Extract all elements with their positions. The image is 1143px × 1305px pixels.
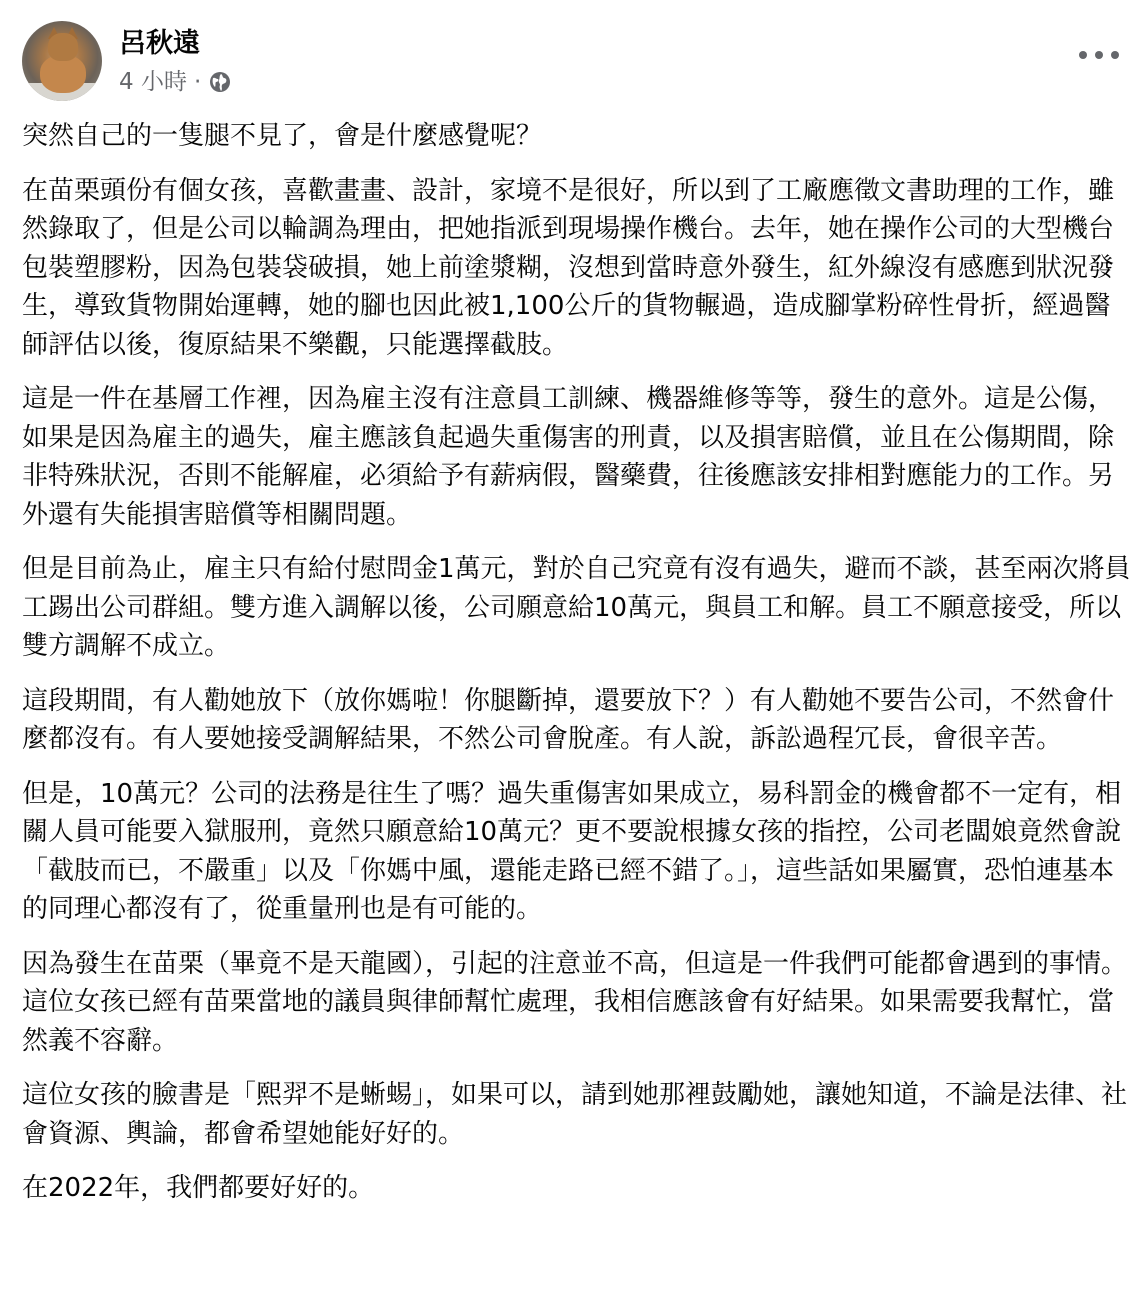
- globe-icon[interactable]: [208, 70, 232, 94]
- post-meta: [119, 24, 232, 99]
- post-header: [22, 20, 232, 102]
- post-paragraph: 但是目前為止，雇主只有給付慰問金1萬元，對於自己究竟有沒有過失，避而不談，甚至兩次將員工踢出公司群組。雙方進入調解以後，公司願意給10萬元，與員工和解。員工不願意接受，所以雙方調解不成立。: [22, 554, 1131, 661]
- post-paragraph: 這段期間，有人勸她放下（放你媽啦！你腿斷掉，還要放下？）有人勸她不要告公司，不然會什麼都沒有。有人要她接受調解結果，不然公司會脫產。有人說，訴訟過程冗長，會很辛苦。: [22, 685, 1115, 754]
- more-options-icon[interactable]: [1079, 42, 1119, 68]
- post-paragraph: 這位女孩的臉書是「熙羿不是蜥蜴」，如果可以，請到她那裡鼓勵她，讓她知道，不論是法律、社會資源、輿論，都會希望她能好好的。: [22, 1080, 1128, 1149]
- author-name[interactable]: 呂秋遠: [119, 27, 200, 59]
- post-paragraph: 這是一件在基層工作裡，因為雇主沒有注意員工訓練、機器維修等等，發生的意外。這是公傷，如果是因為雇主的過失，雇主應該負起過失重傷害的刑責，以及損害賠償，並且在公傷期間，除非特殊狀況，否則不能解雇，必須給予有薪病假，醫藥費，往後應該安排相對應能力的工作。另外還有失能損害賠償等相關問題。: [22, 384, 1115, 530]
- post-paragraph: 但是，10萬元？公司的法務是往生了嗎？過失重傷害如果成立，易科罰金的機會都不一定有，相關人員可能要入獄服刑，竟然只願意給10萬元？更不要說根據女孩的指控，公司老闆娘竟然會說「截肢而已，不嚴重」以及「你媽中風，還能走路已經不錯了。」，這些話如果屬實，恐怕連基本的同理心都沒有了，從重量刑也是有可能的。: [22, 778, 1122, 924]
- avatar[interactable]: [22, 21, 102, 101]
- post-paragraph: 突然自己的一隻腿不見了，會是什麼感覺呢？: [22, 121, 543, 151]
- post-paragraph: 在2022年，我們都要好好的。: [22, 1173, 375, 1203]
- post-content: [22, 117, 1134, 1224]
- separator-dot: ·: [193, 68, 202, 95]
- post-paragraph: 因為發生在苗栗（畢竟不是天龍國），引起的注意並不高，但這是一件我們可能都會遇到的事情。這位女孩已經有苗栗當地的議員與律師幫忙處理，我相信應該會有好結果。如果需要我幫忙，當然義不容辭。: [22, 948, 1128, 1056]
- post-paragraph: 在苗栗頭份有個女孩，喜歡畫畫、設計，家境不是很好，所以到了工廠應徵文書助理的工作，雖然錄取了，但是公司以輪調為理由，把她指派到現場操作機台。去年，她在操作公司的大型機台包裝塑膠粉，因為包裝袋破損，她上前塗漿糊，沒想到當時意外發生，紅外線沒有感應到狀況發生，導致貨物開始運轉，她的腳也因此被1,100公斤的貨物輾過，造成腳掌粉碎性骨折，經過醫師評估以後，復原結果不樂觀，只能選擇截肢。: [22, 175, 1115, 360]
- post-timestamp[interactable]: 4 小時: [119, 68, 187, 95]
- post-subline: [119, 65, 232, 99]
